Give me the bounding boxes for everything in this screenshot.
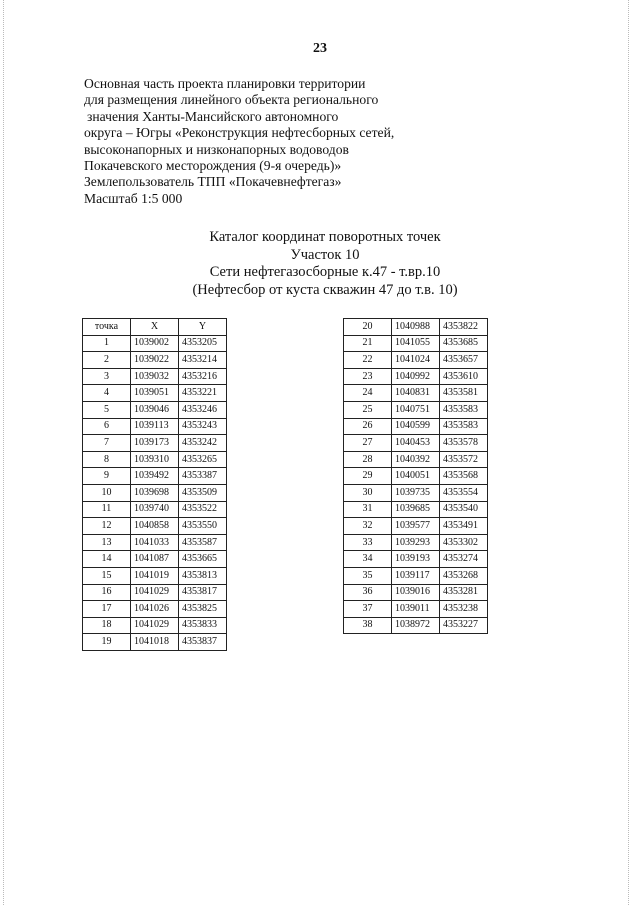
coord-y: 4353610: [440, 368, 488, 385]
coord-y: 4353214: [179, 352, 227, 369]
coord-x: 1040988: [392, 319, 440, 336]
right-scan-edge: [628, 0, 629, 905]
coord-y: 4353216: [179, 368, 227, 385]
coord-x: 1039685: [392, 501, 440, 518]
coord-x: 1039577: [392, 518, 440, 535]
coord-x: 1041019: [131, 567, 179, 584]
coord-y: 4353554: [440, 484, 488, 501]
table-row: [344, 401, 488, 418]
point-number: 29: [344, 468, 392, 485]
header-line: Покачевского месторождения (9-я очередь)»: [84, 158, 342, 174]
catalog-network-line: Сети нефтегазосборные к.47 - т.вр.10: [209, 264, 441, 280]
coord-x: 1040858: [131, 518, 179, 535]
table-row: [83, 634, 227, 651]
point-number: 10: [83, 484, 131, 501]
point-number: 35: [344, 567, 392, 584]
table-row: [344, 518, 488, 535]
table-row: [83, 368, 227, 385]
coord-x: 1039011: [392, 601, 440, 618]
point-number: 27: [344, 435, 392, 452]
point-number: 19: [83, 634, 131, 651]
table-row: [344, 534, 488, 551]
coord-x: 1041087: [131, 551, 179, 568]
point-number: 7: [83, 435, 131, 452]
table-row: [83, 335, 227, 352]
point-number: 30: [344, 484, 392, 501]
point-number: 28: [344, 451, 392, 468]
point-number: 14: [83, 551, 131, 568]
coord-y: 4353221: [179, 385, 227, 402]
header-y: Y: [179, 319, 227, 336]
table-row: [83, 567, 227, 584]
coord-y: 4353274: [440, 551, 488, 568]
catalog-subtitle-line: (Нефтесбор от куста скважин 47 до т.в. 10): [192, 281, 458, 298]
catalog-section-line: Участок 10: [290, 246, 360, 263]
point-number: 4: [83, 385, 131, 402]
coord-y: 4353581: [440, 385, 488, 402]
coord-x: 1039002: [131, 335, 179, 352]
coord-y: 4353665: [179, 551, 227, 568]
coord-x: 1039740: [131, 501, 179, 518]
coord-y: 4353509: [179, 484, 227, 501]
coord-x: 1039492: [131, 468, 179, 485]
coord-x: 1040392: [392, 451, 440, 468]
header-line: Основная часть проекта планировки территории: [84, 76, 366, 91]
point-number: 23: [344, 368, 392, 385]
coord-y: 4353491: [440, 518, 488, 535]
coord-y: 4353387: [179, 468, 227, 485]
table-row: [83, 401, 227, 418]
coord-x: 1039046: [131, 401, 179, 418]
coord-y: 4353572: [440, 451, 488, 468]
table-row: [83, 385, 227, 402]
table-row: [83, 435, 227, 452]
table-row: [344, 451, 488, 468]
point-number: 11: [83, 501, 131, 518]
table-row: [344, 617, 488, 634]
table-row: [83, 551, 227, 568]
coord-y: 4353522: [179, 501, 227, 518]
coord-y: 4353281: [440, 584, 488, 601]
point-number: 38: [344, 617, 392, 634]
coord-x: 1039293: [392, 534, 440, 551]
point-number: 3: [83, 368, 131, 385]
point-number: 36: [344, 584, 392, 601]
coordinates-table-left: [82, 318, 227, 651]
header-line: значения Ханты-Мансийского автономного: [87, 108, 339, 124]
table-row: [344, 484, 488, 501]
point-number: 15: [83, 567, 131, 584]
table-row: [83, 468, 227, 485]
point-number: 5: [83, 401, 131, 418]
coord-y: 4353587: [179, 534, 227, 551]
coord-x: 1041024: [392, 352, 440, 369]
table-row: [83, 418, 227, 435]
table-row: [344, 385, 488, 402]
coord-y: 4353837: [179, 634, 227, 651]
point-number: 6: [83, 418, 131, 435]
catalog-title-line: Каталог координат поворотных точек: [209, 229, 441, 245]
table-row: [83, 451, 227, 468]
point-number: 32: [344, 518, 392, 535]
table-row: [344, 501, 488, 518]
point-number: 8: [83, 451, 131, 468]
header-x: X: [131, 319, 179, 336]
coord-x: 1040453: [392, 435, 440, 452]
header-line: высоконапорных и низконапорных водоводов: [84, 141, 349, 157]
catalog-title: [0, 229, 640, 299]
table-row: [344, 584, 488, 601]
header-line: для размещения линейного объекта регионального: [84, 92, 379, 108]
coord-x: 1039051: [131, 385, 179, 402]
table-header-row: [83, 319, 227, 336]
point-number: 31: [344, 501, 392, 518]
table-row: [344, 601, 488, 618]
table-row: [344, 352, 488, 369]
header-point: точка: [83, 319, 131, 336]
table-row: [344, 435, 488, 452]
coord-x: 1039117: [392, 567, 440, 584]
coord-y: 4353822: [440, 319, 488, 336]
coord-y: 4353813: [179, 567, 227, 584]
coord-x: 1040599: [392, 418, 440, 435]
point-number: 9: [83, 468, 131, 485]
table-row: [344, 468, 488, 485]
point-number: 26: [344, 418, 392, 435]
coord-x: 1041018: [131, 634, 179, 651]
coord-y: 4353578: [440, 435, 488, 452]
point-number: 20: [344, 319, 392, 336]
coord-x: 1039173: [131, 435, 179, 452]
table-row: [83, 352, 227, 369]
coordinates-table-right: [343, 318, 488, 634]
table-row: [344, 368, 488, 385]
coord-y: 4353583: [440, 401, 488, 418]
coord-x: 1038972: [392, 617, 440, 634]
table-row: [83, 518, 227, 535]
point-number: 2: [83, 352, 131, 369]
coord-y: 4353583: [440, 418, 488, 435]
coord-x: 1039193: [392, 551, 440, 568]
coord-x: 1039032: [131, 368, 179, 385]
scale-line: Масштаб 1:5 000: [84, 190, 183, 206]
coord-x: 1040751: [392, 401, 440, 418]
table-row: [344, 418, 488, 435]
coord-x: 1039735: [392, 484, 440, 501]
coord-x: 1039022: [131, 352, 179, 369]
point-number: 34: [344, 551, 392, 568]
coord-x: 1040051: [392, 468, 440, 485]
coord-x: 1040992: [392, 368, 440, 385]
coord-x: 1041033: [131, 534, 179, 551]
coord-x: 1039310: [131, 451, 179, 468]
point-number: 12: [83, 518, 131, 535]
table-row: [344, 551, 488, 568]
point-number: 25: [344, 401, 392, 418]
coord-x: 1039698: [131, 484, 179, 501]
point-number: 22: [344, 352, 392, 369]
page-number: 23: [313, 41, 327, 56]
table-row: [83, 501, 227, 518]
point-number: 24: [344, 385, 392, 402]
table-row: [344, 319, 488, 336]
table-row: [344, 335, 488, 352]
table-row: [83, 601, 227, 618]
point-number: 21: [344, 335, 392, 352]
coord-x: 1040831: [392, 385, 440, 402]
coord-x: 1039016: [392, 584, 440, 601]
point-number: 17: [83, 601, 131, 618]
point-number: 37: [344, 601, 392, 618]
coord-y: 4353246: [179, 401, 227, 418]
coord-y: 4353825: [179, 601, 227, 618]
coord-y: 4353833: [179, 617, 227, 634]
coord-x: 1041026: [131, 601, 179, 618]
point-number: 33: [344, 534, 392, 551]
point-number: 18: [83, 617, 131, 634]
landowner-line: Землепользователь ТПП «Покачевнефтегаз»: [84, 174, 342, 190]
coord-y: 4353657: [440, 352, 488, 369]
document-header: [84, 76, 504, 207]
coord-y: 4353238: [440, 601, 488, 618]
coord-y: 4353265: [179, 451, 227, 468]
coord-y: 4353540: [440, 501, 488, 518]
table-row: [83, 534, 227, 551]
coord-y: 4353205: [179, 335, 227, 352]
table-row: [344, 567, 488, 584]
coord-y: 4353685: [440, 335, 488, 352]
coord-x: 1041055: [392, 335, 440, 352]
coord-y: 4353243: [179, 418, 227, 435]
header-line: округа – Югры «Реконструкция нефтесборных сетей,: [84, 125, 395, 141]
point-number: 13: [83, 534, 131, 551]
coord-x: 1039113: [131, 418, 179, 435]
point-number: 16: [83, 584, 131, 601]
coord-y: 4353242: [179, 435, 227, 452]
coord-x: 1041029: [131, 584, 179, 601]
coord-y: 4353302: [440, 534, 488, 551]
table-row: [83, 617, 227, 634]
coord-y: 4353550: [179, 518, 227, 535]
coord-y: 4353268: [440, 567, 488, 584]
point-number: 1: [83, 335, 131, 352]
table-row: [83, 484, 227, 501]
table-row: [83, 584, 227, 601]
coord-y: 4353568: [440, 468, 488, 485]
coord-y: 4353817: [179, 584, 227, 601]
left-scan-edge: [3, 0, 4, 905]
coord-y: 4353227: [440, 617, 488, 634]
coord-x: 1041029: [131, 617, 179, 634]
